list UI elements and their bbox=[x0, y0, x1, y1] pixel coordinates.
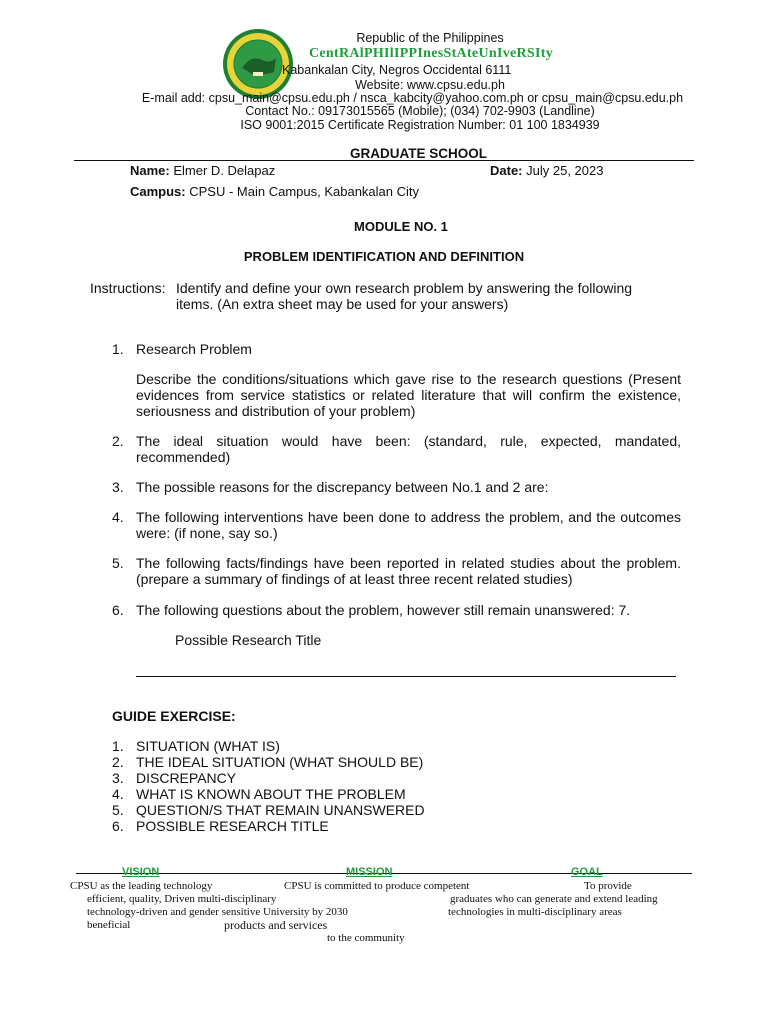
guide-item: 4. WHAT IS KNOWN ABOUT THE PROBLEM bbox=[112, 786, 406, 802]
school-title: GRADUATE SCHOOL bbox=[350, 146, 487, 161]
iso-line: ISO 9001:2015 Certificate Registration Number: 01 100 1834939 bbox=[240, 118, 600, 132]
mission-line: technologies in multi-disciplinary areas bbox=[448, 906, 622, 918]
instructions-label: Instructions: bbox=[90, 280, 166, 296]
date-value: July 25, 2023 bbox=[526, 163, 604, 178]
vision-line: beneficial bbox=[87, 919, 131, 931]
instructions-line-2: items. (An extra sheet may be used for your answers) bbox=[176, 296, 509, 312]
name-field bbox=[130, 163, 275, 179]
instructions-line-1: Identify and define your own research problem by answering the following bbox=[176, 280, 633, 296]
item-text: The possible reasons for the discrepancy between No.1 and 2 are: bbox=[136, 479, 549, 495]
item-text: The following facts/findings have been reported in related studies about the problem. (prepare a summary of findings of at least three recent related studies) bbox=[136, 555, 681, 587]
guide-item: 2. THE IDEAL SITUATION (WHAT SHOULD BE) bbox=[112, 754, 424, 770]
campus-label: Campus: bbox=[130, 184, 186, 199]
guide-item: 1. SITUATION (WHAT IS) bbox=[112, 738, 280, 754]
mission-line: graduates who can generate and extend leading bbox=[450, 893, 658, 905]
contact-line: Contact No.: 09173015565 (Mobile); (034) 702-9903 (Landline) bbox=[245, 104, 595, 118]
email-line: E-mail add: cpsu_main@cpsu.edu.ph / nsca_kabcity@yahoo.com.ph or cpsu_main@cpsu.edu.ph bbox=[141, 91, 684, 105]
module-title: MODULE NO. 1 bbox=[354, 219, 448, 234]
guide-item: 6. POSSIBLE RESEARCH TITLE bbox=[112, 818, 329, 834]
item-text: The following questions about the problem, however still remain unanswered: 7. bbox=[136, 602, 631, 618]
mission-line: CPSU is committed to produce competent bbox=[284, 880, 470, 892]
name-label: Name: bbox=[130, 163, 170, 178]
country-line: Republic of the Philippines bbox=[356, 31, 504, 45]
mission-line: to the community bbox=[327, 932, 405, 944]
vision-line: efficient, quality, Driven multi-disciplinary bbox=[87, 893, 277, 905]
item-number: 2. bbox=[112, 433, 124, 449]
vision-line: technology-driven and gender sensitive University by 2030 bbox=[87, 906, 348, 918]
item-number: 1. bbox=[112, 341, 124, 357]
item-number: 6. bbox=[112, 602, 124, 618]
guide-title: GUIDE EXERCISE: bbox=[112, 708, 236, 724]
guide-item: 3. DISCREPANCY bbox=[112, 770, 237, 786]
item-number: 4. bbox=[112, 509, 124, 525]
mission-line: products and services bbox=[224, 918, 328, 932]
goal-title: GOAL bbox=[571, 866, 603, 878]
website-line: Website: www.cpsu.edu.ph bbox=[355, 78, 505, 92]
item-text: The following interventions have been done to address the problem, and the outcomes were: (if none, say so.) bbox=[136, 509, 681, 541]
section-heading: PROBLEM IDENTIFICATION AND DEFINITION bbox=[243, 249, 525, 264]
item-number: 3. bbox=[112, 479, 124, 495]
item-text: The ideal situation would have been: (standard, rule, expected, mandated, recommended) bbox=[136, 433, 681, 465]
mission-title: MISSION bbox=[346, 866, 393, 878]
vision-line: CPSU as the leading technology bbox=[70, 880, 213, 892]
item-number: 5. bbox=[112, 555, 124, 571]
university-name-text: CentRAlPHIlIPPInesStAteUnIveRSIty bbox=[309, 46, 554, 61]
campus-value: CPSU - Main Campus, Kabankalan City bbox=[189, 184, 420, 199]
title-answer-line bbox=[136, 676, 676, 677]
campus-field bbox=[130, 184, 419, 200]
date-field bbox=[490, 163, 603, 179]
address-line: Kabankalan City, Negros Occidental 6111 bbox=[282, 63, 512, 77]
possible-title-label: Possible Research Title bbox=[175, 632, 322, 648]
item-description: Describe the conditions/situations which gave rise to the research questions (Present evidences from service statistics or related literature that will confirm the existence, seriousness and distribution of your problem) bbox=[136, 371, 681, 419]
guide-item: 5. QUESTION/S THAT REMAIN UNANSWERED bbox=[112, 802, 425, 818]
goal-line: To provide bbox=[584, 880, 632, 892]
guide-list bbox=[112, 738, 425, 834]
vision-title: VISION bbox=[122, 866, 160, 878]
item-text: Research Problem bbox=[136, 341, 252, 357]
date-label: Date: bbox=[490, 163, 523, 178]
header-rule bbox=[74, 160, 694, 161]
name-value: Elmer D. Delapaz bbox=[173, 163, 276, 178]
